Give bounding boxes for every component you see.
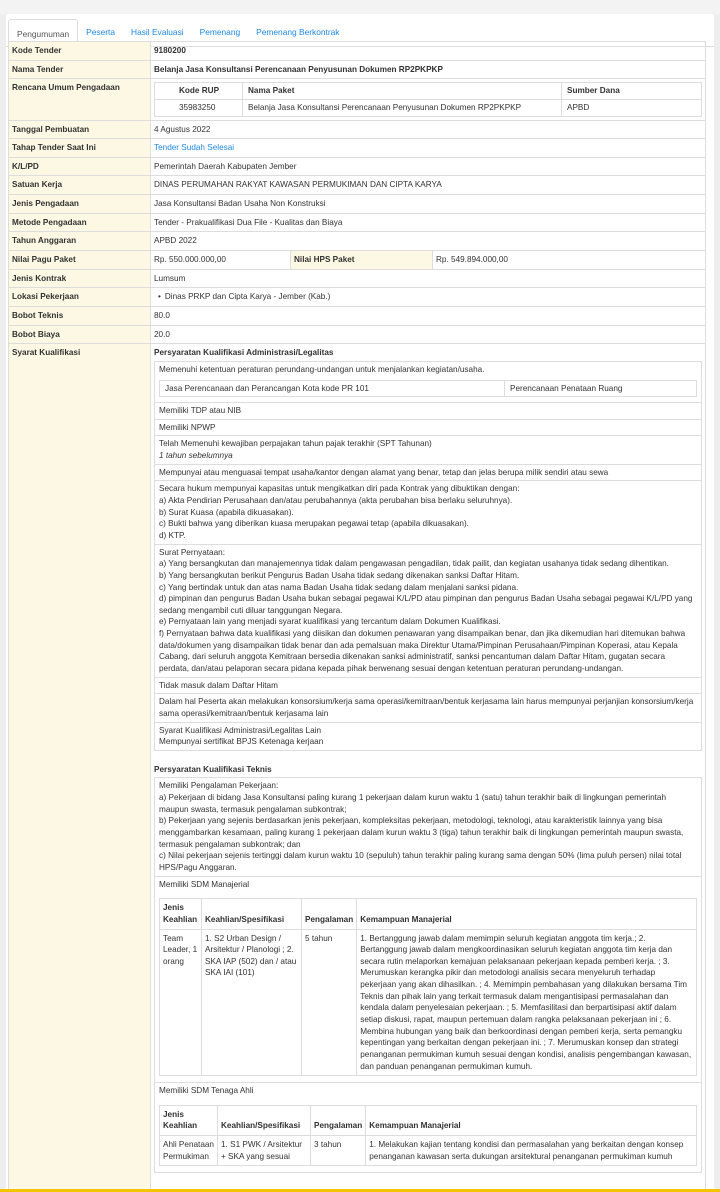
label-tahun: Tahun Anggaran [9,232,151,251]
tanggal-pembuatan: 4 Agustus 2022 [151,120,706,139]
tab-pemenang-berkontrak[interactable]: Pemenang Berkontrak [256,27,340,37]
tahap-link[interactable]: Tender Sudah Selesai [154,143,235,153]
ahli-header: Keahlian/Spesifikasi [218,1105,311,1135]
sdm-header: Kemampuan Manajerial [357,899,697,929]
label-pagu: Nilai Pagu Paket [9,251,151,270]
hukum-line: Secara hukum mempunyai kapasitas untuk mengikatkan diri pada Kontrak yang dibuktikan dengan: [159,484,520,494]
admin-list [154,361,702,751]
list-item [154,361,702,403]
sdm-ahli-title: Memiliki SDM Tenaga Ahli [159,1086,254,1096]
klpd: Pemerintah Daerah Kabupaten Jember [151,157,706,176]
pernyataan-line: a) Yang bersangkutan dan manajemennya tidak dalam pengawasan pengadilan, tidak pailit, dan kegiatan usahanya tidak sedang dihentikan. [159,559,669,569]
satuan-kerja: DINAS PERUMAHAN RAKYAT KAWASAN PERMUKIMAN DAN CIPTA KARYA [151,176,706,195]
bobot-teknis: 80.0 [151,306,706,325]
nama-tender: Belanja Jasa Konsultansi Perencanaan Penyusunan Dokumen RP2PKPKP [151,60,706,79]
label-kontrak: Jenis Kontrak [9,269,151,288]
label-kode: Kode Tender [9,42,151,61]
pernyataan-line: Surat Pernyataan: [159,547,225,557]
sdm-header: Keahlian/Spesifikasi [202,899,302,929]
hukum-line: b) Surat Kuasa (apabila dikuasakan). [159,507,294,517]
pernyataan-line: b) Yang bersangkutan berikut Pengurus Badan Usaha tidak sedang dikenakan sanksi Daftar Hitam. [159,570,520,580]
list-item: Memiliki TDP atau NIB [154,403,702,420]
sdm-manajerial-table [159,898,697,1076]
sdm-pengalaman: 5 tahun [302,929,357,1076]
pernyataan-line: f) Pernyataan bahwa data kualifikasi yang diisikan dan dokumen penawaran yang disampaikan benar, dan jika dikemudian hari ditemukan bahwa data/dokumen yang disampaikan tidak benar dan ada pemalsuan maka Direktur Utama/Pimpinan Perusahaan/Pimpinan Koperasi, atau Kepala Cabang, dari seluruh anggota Kemitraan bersedia dikenakan sanksi administratif, sanksi pencantuman dalam Daftar Hitam, gugatan secara perdata, dan/atau pelaporan secara pidana kepada pihak berwenang sesuai dengan ketentuan peraturan perundang-undangan. [159,629,686,673]
izin-table [159,380,697,398]
label-satuan: Satuan Kerja [9,176,151,195]
list-item: Memiliki NPWP [154,420,702,437]
pengalaman-line: a) Pekerjaan di bidang Jasa Konsultansi paling kurang 1 pekerjaan dalam kurun waktu 1 (satu) tahun terakhir baik di lingkungan pemerintah maupun swasta, termasuk pengalaman subkontrak; [159,793,667,814]
jenis-pengadaan: Jasa Konsultansi Badan Usaha Non Konstruksi [151,195,706,214]
label-rup: Rencana Umum Pengadaan [9,79,151,120]
pengalaman-line: c) Nilai pekerjaan sejenis tertinggi dalam kurun waktu 10 (sepuluh) tahun terakhir paling kurang sama dengan 50% (lima puluh persen) nilai total HPS/Pagu Anggaran. [159,851,682,872]
label-metode: Metode Pengadaan [9,213,151,232]
rup-header: Kode RUP [155,83,243,100]
sumber-dana: APBD [562,99,702,116]
teknis-list [154,777,702,1173]
pengalaman-line: Memiliki Pengalaman Pekerjaan: [159,781,279,791]
sdm-ahli-table [159,1105,697,1167]
kode-rup: 35983250 [155,99,243,116]
rup-header: Nama Paket [243,83,562,100]
rup-header: Sumber Dana [562,83,702,100]
section-administrasi: Persyaratan Kualifikasi Administrasi/Legalitas [154,348,334,358]
tab-hasil-evaluasi[interactable]: Hasil Evaluasi [131,27,184,37]
sdm-jenis: Team Leader, 1 orang [160,929,202,1076]
label-nama: Nama Tender [9,60,151,79]
pernyataan-line: e) Pernyataan lain yang menjadi syarat kualifikasi yang tercantum dalam Dokumen Kualifikasi. [159,617,501,627]
rup-table [154,82,702,116]
hukum-line: a) Akta Pendirian Perusahaan dan/atau perubahannya (akta perubahan bisa berlaku seluruhnya). [159,496,513,506]
ahli-header: Jenis Keahlian [160,1105,218,1135]
list-item: Dalam hal Peserta akan melakukan konsorsium/kerja sama operasi/kemitraan/bentuk kerjasama lain harus mempunyai perjanjian konsorsium/kerja sama operasi/kemitraan/bentuk kerjasama lain [154,694,702,722]
tender-table [8,41,706,1192]
pernyataan-line: d) pimpinan dan pengurus Badan Usaha bukan sebagai pegawai K/L/PD atau pimpinan dan pengurus Badan Usaha sebagai pegawai K/L/PD yang sedang mengambil cuti diluar tanggungan Negara. [159,594,693,615]
tender-detail [8,41,706,1192]
tahun-anggaran: APBD 2022 [151,232,706,251]
metode-pengadaan: Tender - Prakualifikasi Dua File - Kualitas dan Biaya [151,213,706,232]
tab-peserta[interactable]: Peserta [86,27,116,37]
lain-text: Mempunyai sertifikat BPJS Ketenaga kerjaan [159,737,324,747]
ahli-jenis: Ahli Penataan Permukiman [160,1136,218,1166]
list-item: Tidak masuk dalam Daftar Hitam [154,678,702,695]
tab-pemenang[interactable]: Pemenang [199,27,241,37]
ahli-header: Kemampuan Manajerial [366,1105,697,1135]
sdm-header: Pengalaman [302,899,357,929]
pengalaman-line: b) Pekerjaan yang sejenis berdasarkan jenis pekerjaan, kompleksitas pekerjaan, metodologi, teknologi, atau karakteristik lainnya yang bisa menggambarkan kesamaan, paling kurang 1 pekerjaan dalam kurun waktu 3 (tiga) tahun terakhir baik di lingkungan pemerintah maupun swasta, termasuk pengalaman subkontrak; dan [159,816,684,849]
sdm-header: Jenis Keahlian [160,899,202,929]
list-item [154,436,702,464]
izin-bidang: Jasa Perencanaan dan Perancangan Kota kode PR 101 [160,380,505,397]
sdm-spesifikasi: 1. S2 Urban Design / Arsitektur / Planologi ; 2. SKA IAP (502) dan / atau SKA IAI (101) [202,929,302,1076]
nilai-hps: Rp. 549.894.000,00 [433,251,706,270]
label-klpd: K/L/PD [9,157,151,176]
list-item [154,545,702,678]
nilai-pagu: Rp. 550.000.000,00 [151,251,291,270]
ahli-header: Pengalaman [311,1105,366,1135]
ahli-pengalaman: 3 tahun [311,1136,366,1166]
ahli-spesifikasi: 1. S1 PWK / Arsitektur + SKA yang sesuai [218,1136,311,1166]
label-bobot-teknis: Bobot Teknis [9,306,151,325]
list-item: Mempunyai atau menguasai tempat usaha/kantor dengan alamat yang benar, tetap dan jelas berupa milik sendiri atau sewa [154,465,702,482]
pernyataan-line: c) Yang bertindak untuk dan atas nama Badan Usaha tidak sedang dalam menjalani sanksi pidana. [159,582,519,592]
label-lokasi: Lokasi Pekerjaan [9,288,151,307]
section-teknis: Persyaratan Kualifikasi Teknis [154,764,272,774]
pajak-text: Telah Memenuhi kewajiban perpajakan tahun pajak terakhir (SPT Tahunan) [159,439,432,449]
jenis-kontrak: Lumsum [151,269,706,288]
kode-tender: 9180200 [151,42,706,61]
list-item [154,877,702,1084]
lain-title: Syarat Kualifikasi Administrasi/Legalitas Lain [159,725,322,735]
list-item [154,1083,702,1173]
label-jenis: Jenis Pengadaan [9,195,151,214]
label-syarat: Syarat Kualifikasi [9,344,151,1192]
label-tanggal: Tanggal Pembuatan [9,120,151,139]
top-strip [0,0,720,14]
list-item [154,723,702,751]
sdm-kemampuan: 1. Bertanggung jawab dalam memimpin seluruh kegiatan anggota tim kerja.; 2. Bertanggung jawab dalam mengkoordinasikan seluruh kegiatan anggota tim kerja dan secara rutin melaporkan kemajuan pelaksanaan pekerjaan kepada pemberi kerja. ; 3. Merumuskan kerangka pikir dan metodologi analisis secara menyeluruh terhadap pekerjaan yang akan dihasilkan. ; 4. Memimpin pembahasan yang dilakukan bersama Tim Teknis dan pihak lain yang terkait termasuk dalam mengantisipasi permasalahan dan kendala dalam penyelesaian pekerjaan. ; 5. Memfasilitasi dan berpartisipasi aktif dalam setiap diskusi, rapat, maupun pertemuan dalam rangka pelaksanaan pekerjaan ini ; 6. Membina hubungan yang baik dan berkoordinasi dengan pemberi kerja, serta pemangku kepentingan yang berkaitan dengan pekerjaan ini. ; 7. Merumuskan konsep dan strategi penanganan permukiman kumuh sesuai dengan kondisi, analisis pengembangan kawasan, dan panduan penanganan permukiman kumuh. [357,929,697,1076]
list-item [154,777,702,876]
list-item [154,481,702,544]
label-tahap: Tahap Tender Saat Ini [9,139,151,158]
sdm-manajerial-title: Memiliki SDM Manajerial [159,879,250,889]
pajak-note: 1 tahun sebelumnya [159,451,233,461]
izin-text: Memenuhi ketentuan peraturan perundang-undangan untuk menjalankan kegiatan/usaha. [159,364,485,374]
tab-pengumuman[interactable]: Pengumuman [8,19,78,47]
lokasi-item: • Dinas PRKP dan Cipta Karya - Jember (Kab.) [158,291,702,303]
ahli-kemampuan: 1. Melakukan kajian tentang kondisi dan permasalahan yang berkaitan dengan konsep penanganan kawasan serta dukungan arsitektural penanganan permukiman kumuh [366,1136,697,1166]
izin-sub: Perencanaan Penataan Ruang [505,380,697,397]
nama-paket: Belanja Jasa Konsultansi Perencanaan Penyusunan Dokumen RP2PKPKP [243,99,562,116]
hukum-line: c) Bukti bahwa yang diberikan kuasa merupakan pegawai tetap (apabila dikuasakan). [159,519,469,529]
label-bobot-biaya: Bobot Biaya [9,325,151,344]
label-hps: Nilai HPS Paket [291,251,433,270]
bobot-biaya: 20.0 [151,325,706,344]
hukum-line: d) KTP. [159,530,186,540]
